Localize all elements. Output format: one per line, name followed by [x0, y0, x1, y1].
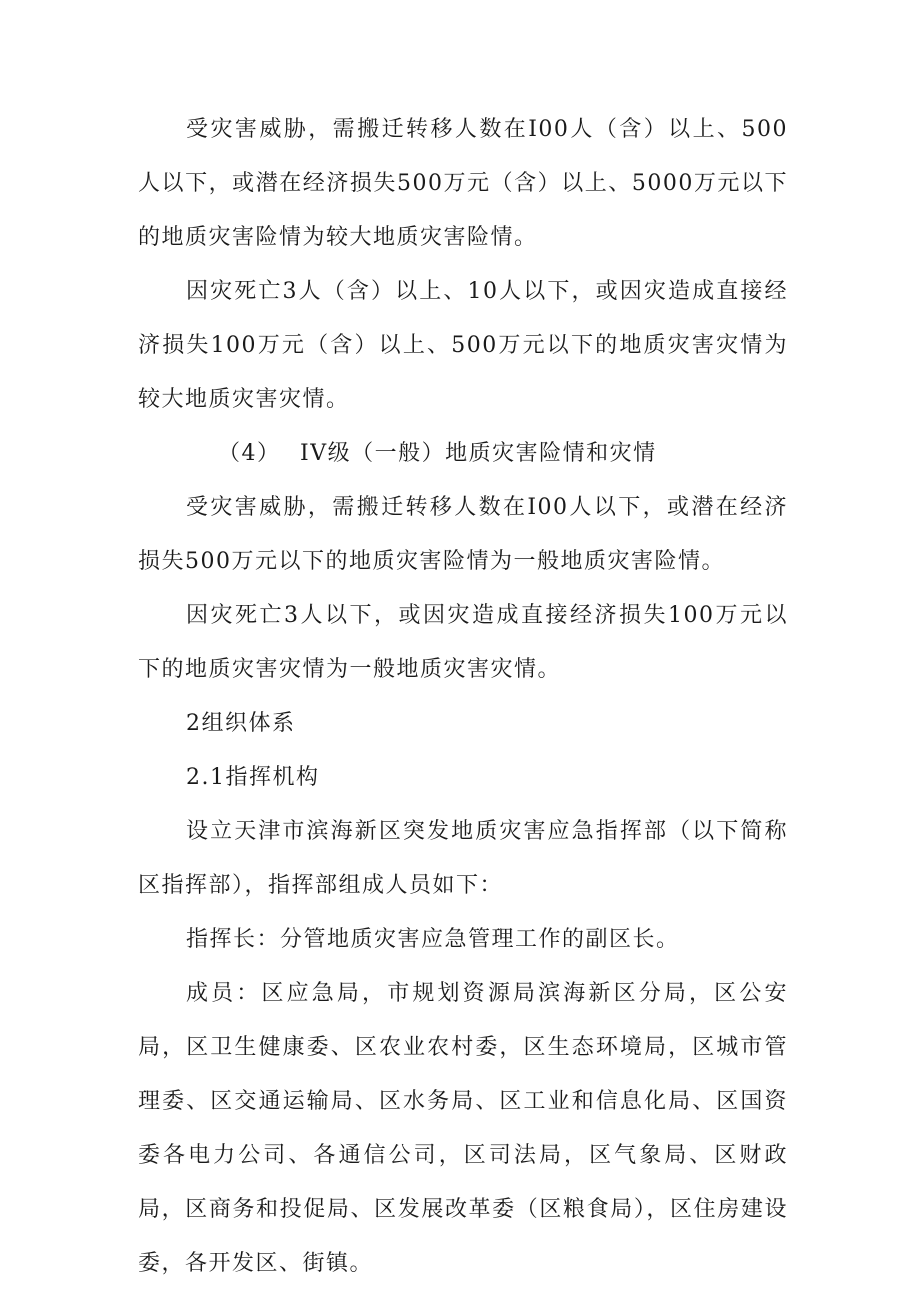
paragraph-major-hazard-disaster: 因灾死亡3人（含）以上、10人以下，或因灾造成直接经济损失100万元（含）以上、500万元以下的地质灾害灾情为较大地质灾害灾情。: [138, 279, 788, 412]
heading-text: IV级（一般）地质灾害险情和灾情: [300, 441, 657, 466]
paragraph-general-hazard-disaster: 因灾死亡3人以下，或因灾造成直接经济损失100万元以下的地质灾害灾情为一般地质灾害灾情。: [138, 603, 788, 682]
heading-number: （4）: [218, 441, 281, 466]
paragraph-general-hazard-risk: 受灾害威胁，需搬迁转移人数在I00人以下，或潜在经济损失500万元以下的地质灾害险情为一般地质灾害险情。: [138, 495, 788, 574]
paragraph-commander: 指挥长：分管地质灾害应急管理工作的副区长。: [186, 927, 680, 952]
document-body: [138, 103, 788, 1291]
section-heading-command: 2.1指挥机构: [186, 765, 320, 790]
section-heading-organization: 2组织体系: [186, 711, 296, 736]
paragraph-major-hazard-risk: 受灾害威胁，需搬迁转移人数在I00人（含）以上、500人以下，或潜在经济损失500万元（含）以上、5000万元以下的地质灾害险情为较大地质灾害险情。: [138, 117, 788, 250]
section-heading-level-4: [138, 427, 788, 481]
paragraph-command-setup: 设立天津市滨海新区突发地质灾害应急指挥部（以下简称区指挥部），指挥部组成人员如下：: [138, 819, 788, 898]
paragraph-members: 成员：区应急局，市规划资源局滨海新区分局，区公安局，区卫生健康委、区农业农村委，区生态环境局，区城市管理委、区交通运输局、区水务局、区工业和信息化局、区国资委各电力公司、各通信公司，区司法局，区气象局、区财政局，区商务和投促局、区发展改革委（区粮食局），区住房建设委，各开发区、街镇。: [138, 981, 788, 1276]
